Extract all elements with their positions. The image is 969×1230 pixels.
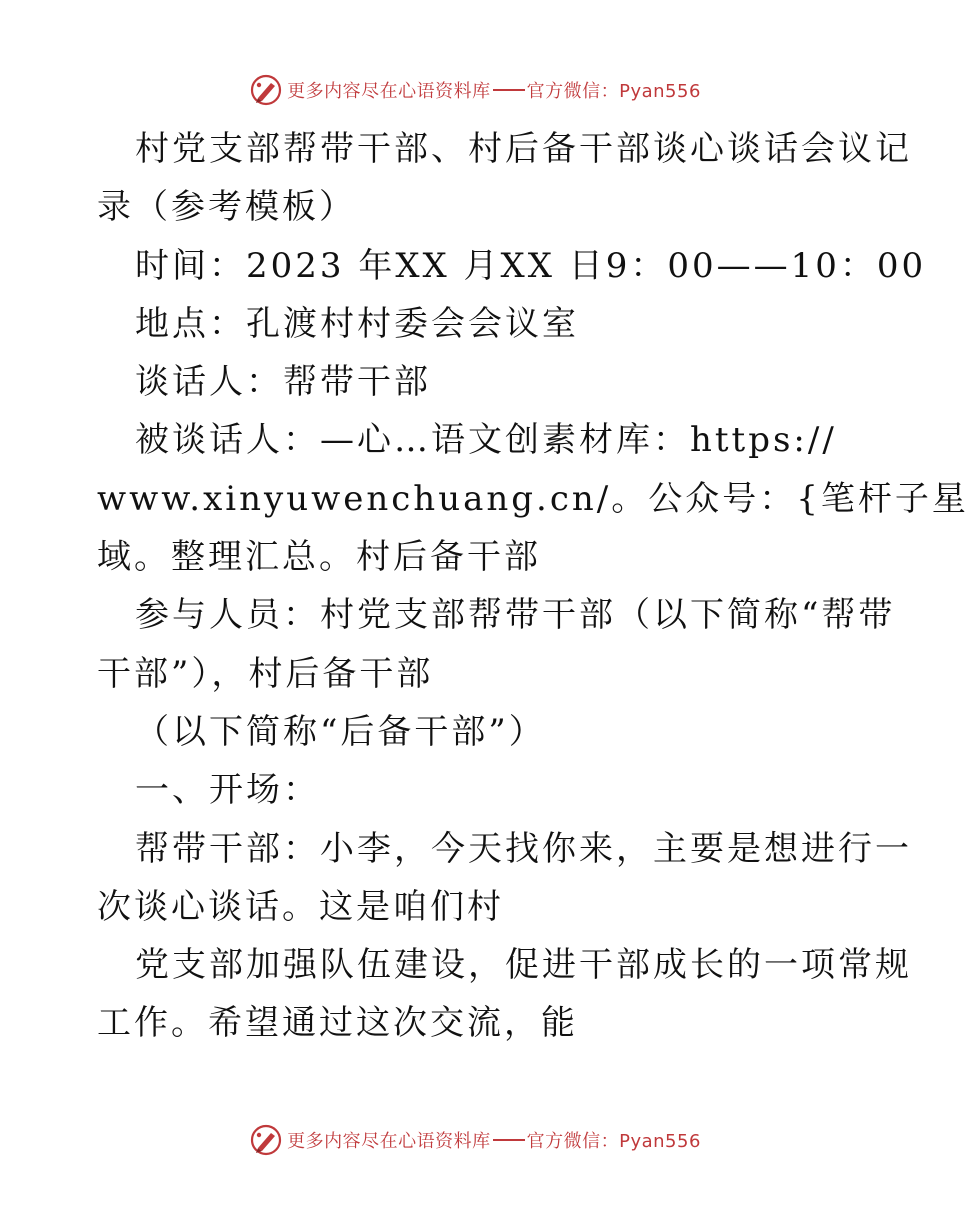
participants-line-3: （以下简称“后备干部”） bbox=[135, 711, 546, 752]
participants-line-1: 参与人员：村党支部帮带干部（以下简称“帮带 bbox=[135, 595, 896, 636]
footer-watermark bbox=[0, 1120, 950, 1160]
doc-title-line-1: 村党支部帮带干部、村后备干部谈心谈话会议记 bbox=[135, 129, 912, 169]
paragraph-line: 帮带干部：小李，今天找你来，主要是想进行一 bbox=[135, 828, 912, 869]
watermark-site-text: 更多内容尽在心语资料库 bbox=[287, 1131, 491, 1152]
pen-logo-icon bbox=[249, 1123, 283, 1157]
paragraph-line: 工作。希望通过这次交流，能 bbox=[97, 1003, 578, 1044]
watermark-wechat-text: 官方微信：Pyan556 bbox=[526, 81, 701, 102]
interviewee-line-2: www.xinyuwenchuang.cn/。公众号：{笔杆子星 bbox=[97, 478, 969, 519]
interviewee-line-1: 被谈话人：—心…语文创素材库：https:// bbox=[135, 420, 837, 461]
document-body bbox=[97, 120, 969, 1053]
section-heading-opening: 一、开场： bbox=[135, 770, 320, 811]
watermark-dash bbox=[493, 1139, 525, 1141]
watermark-site-text: 更多内容尽在心语资料库 bbox=[287, 81, 491, 102]
header-watermark bbox=[0, 70, 950, 110]
interviewer: 谈话人：帮带干部 bbox=[135, 362, 431, 403]
participants-line-2: 干部”），村后备干部 bbox=[97, 653, 434, 694]
paragraph-line: 次谈心谈话。这是咱们村 bbox=[97, 886, 504, 927]
doc-title-line-2: 录（参考模板） bbox=[97, 187, 356, 228]
meeting-time: 时间：2023 年XX 月XX 日9：00——10：00 bbox=[135, 245, 927, 286]
paragraph-line: 党支部加强队伍建设，促进干部成长的一项常规 bbox=[135, 945, 912, 986]
watermark-wechat-text: 官方微信：Pyan556 bbox=[526, 1131, 701, 1152]
watermark-dash bbox=[493, 89, 525, 91]
meeting-location: 地点：孔渡村村委会会议室 bbox=[135, 303, 579, 344]
interviewee-line-3: 域。整理汇总。村后备干部 bbox=[97, 537, 541, 578]
pen-logo-icon bbox=[249, 73, 283, 107]
